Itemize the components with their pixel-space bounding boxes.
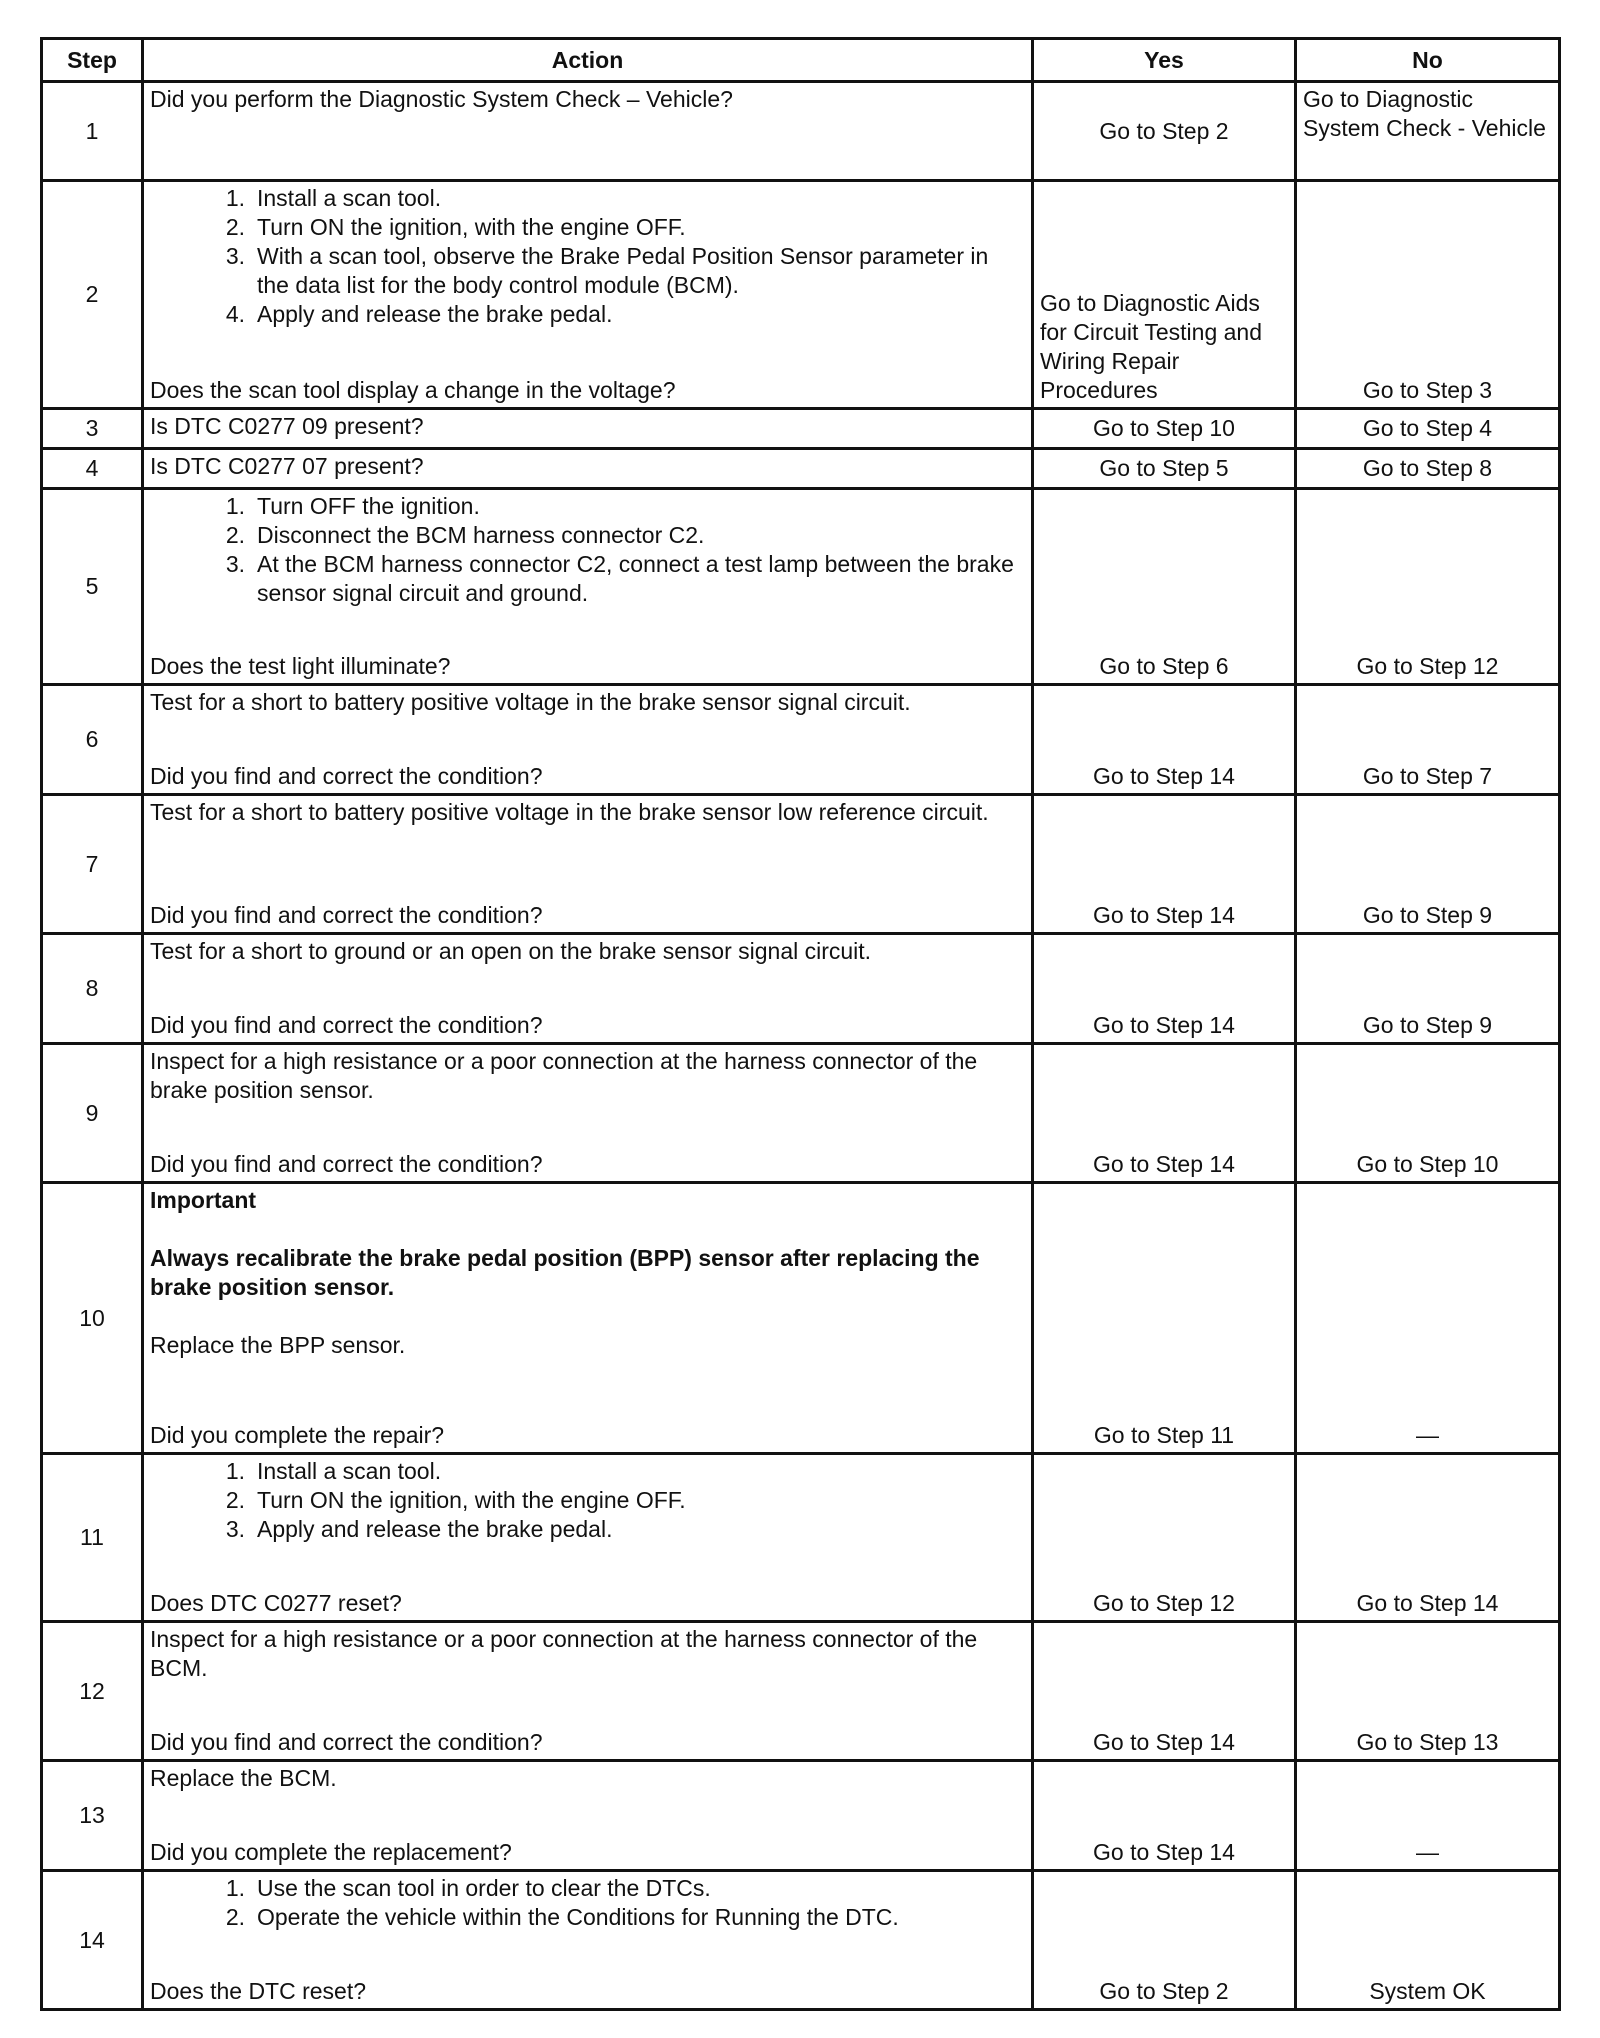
list-item-number: 2. [225, 522, 245, 548]
no-result: Go to Diagnostic System Check - Vehicle [1296, 82, 1560, 181]
action-content [150, 937, 1025, 1040]
no-result: Go to Step 10 [1296, 1044, 1560, 1183]
list-item-text: Apply and release the brake pedal. [257, 301, 613, 327]
action-cell [143, 1871, 1033, 2010]
yes-result: Go to Step 2 [1033, 1871, 1296, 2010]
no-result: — [1296, 1183, 1560, 1454]
table-row [42, 685, 1560, 795]
table-row [42, 1454, 1560, 1622]
table-row [42, 1761, 1560, 1871]
step-number: 14 [42, 1871, 143, 2010]
action-cell [143, 489, 1033, 685]
list-item-number: 2. [225, 1904, 245, 1930]
yes-result: Go to Step 14 [1033, 685, 1296, 795]
important-title: Important [150, 1187, 257, 1213]
action-text: Test for a short to ground or an open on the brake sensor signal circuit. [150, 938, 872, 964]
important-text: Always recalibrate the brake pedal position (BPP) sensor after replacing the brake position sensor. [150, 1245, 980, 1300]
action-question: Does the DTC reset? [150, 1978, 367, 2004]
yes-result: Go to Step 11 [1033, 1183, 1296, 1454]
action-cell [143, 795, 1033, 934]
list-item-text: Disconnect the BCM harness connector C2. [257, 522, 705, 548]
no-result: Go to Step 9 [1296, 795, 1560, 934]
list-item-number: 4. [225, 301, 245, 327]
action-content [150, 1625, 1025, 1757]
action-cell [143, 82, 1033, 181]
action-content [150, 452, 1025, 485]
action-content [150, 85, 1025, 177]
step-number: 8 [42, 934, 143, 1044]
list-item-text: Apply and release the brake pedal. [257, 1516, 613, 1542]
action-content [150, 1186, 1025, 1450]
action-steps-list [150, 1874, 1025, 1932]
no-result: Go to Step 3 [1296, 181, 1560, 409]
list-item [195, 242, 1025, 300]
yes-result: Go to Step 14 [1033, 1044, 1296, 1183]
header-no: No [1296, 39, 1560, 82]
action-question: Did you find and correct the condition? [150, 902, 543, 928]
list-item-text: Turn OFF the ignition. [257, 493, 480, 519]
action-content [150, 1764, 1025, 1867]
step-number: 13 [42, 1761, 143, 1871]
yes-result: Go to Step 14 [1033, 934, 1296, 1044]
no-result: Go to Step 13 [1296, 1622, 1560, 1761]
yes-result: Go to Step 2 [1033, 82, 1296, 181]
table-row [42, 1044, 1560, 1183]
action-steps-list [150, 1457, 1025, 1544]
action-question: Did you find and correct the condition? [150, 1012, 543, 1038]
action-question: Did you complete the repair? [150, 1422, 445, 1448]
yes-result: Go to Diagnostic Aids for Circuit Testing and Wiring Repair Procedures [1033, 181, 1296, 409]
yes-result: Go to Step 5 [1033, 449, 1296, 489]
no-result: Go to Step 8 [1296, 449, 1560, 489]
list-item-number: 2. [225, 214, 245, 240]
action-content [150, 1874, 1025, 2006]
list-item-number: 3. [225, 1516, 245, 1542]
yes-result: Go to Step 12 [1033, 1454, 1296, 1622]
action-content [150, 688, 1025, 791]
list-item [195, 1486, 1025, 1515]
list-item [195, 1515, 1025, 1544]
action-steps-list [150, 184, 1025, 329]
yes-result: Go to Step 14 [1033, 1622, 1296, 1761]
list-item [195, 1457, 1025, 1486]
step-number: 3 [42, 409, 143, 449]
action-cell [143, 1454, 1033, 1622]
table-row [42, 1183, 1560, 1454]
table-row [42, 82, 1560, 181]
list-item-number: 3. [225, 551, 245, 577]
no-result: Go to Step 9 [1296, 934, 1560, 1044]
action-question: Does the test light illuminate? [150, 653, 451, 679]
spacer [150, 1215, 1025, 1244]
table-row [42, 1871, 1560, 2010]
action-content [150, 184, 1025, 405]
header-row [42, 39, 1560, 82]
list-item [195, 213, 1025, 242]
no-result: — [1296, 1761, 1560, 1871]
step-number: 6 [42, 685, 143, 795]
table-row [42, 934, 1560, 1044]
list-item-text: Install a scan tool. [257, 185, 442, 211]
list-item-number: 1. [225, 1458, 245, 1484]
action-text: Replace the BCM. [150, 1765, 337, 1791]
action-cell [143, 409, 1033, 449]
list-item [195, 521, 1025, 550]
list-item-number: 1. [225, 1875, 245, 1901]
action-question: Did you find and correct the condition? [150, 1151, 543, 1177]
list-item-text: Turn ON the ignition, with the engine OFF. [257, 1487, 686, 1513]
step-number: 10 [42, 1183, 143, 1454]
action-text: Test for a short to battery positive voltage in the brake sensor signal circuit. [150, 689, 911, 715]
action-cell [143, 1622, 1033, 1761]
table-row [42, 409, 1560, 449]
list-item-text: At the BCM harness connector C2, connect a test lamp between the brake sensor signal circuit and ground. [257, 551, 1014, 606]
no-result: Go to Step 14 [1296, 1454, 1560, 1622]
list-item-number: 1. [225, 493, 245, 519]
yes-result: Go to Step 14 [1033, 795, 1296, 934]
action-text: Inspect for a high resistance or a poor connection at the harness connector of the BCM. [150, 1626, 978, 1681]
diagnostic-table [40, 37, 1561, 2011]
step-number: 2 [42, 181, 143, 409]
action-question: Did you find and correct the condition? [150, 763, 543, 789]
header-action: Action [143, 39, 1033, 82]
action-text: Test for a short to battery positive voltage in the brake sensor low reference circuit. [150, 799, 989, 825]
step-number: 9 [42, 1044, 143, 1183]
header-yes: Yes [1033, 39, 1296, 82]
action-question: Did you find and correct the condition? [150, 1729, 543, 1755]
list-item-text: Use the scan tool in order to clear the DTCs. [257, 1875, 711, 1901]
no-result: Go to Step 4 [1296, 409, 1560, 449]
step-number: 1 [42, 82, 143, 181]
header-step: Step [42, 39, 143, 82]
list-item [195, 1903, 1025, 1932]
action-cell [143, 1183, 1033, 1454]
list-item-number: 1. [225, 185, 245, 211]
action-steps-list [150, 492, 1025, 608]
action-text: Is DTC C0277 09 present? [150, 413, 424, 439]
list-item [195, 492, 1025, 521]
list-item-text: Install a scan tool. [257, 1458, 442, 1484]
action-cell [143, 934, 1033, 1044]
list-item-text: With a scan tool, observe the Brake Pedal Position Sensor parameter in the data list for the body control module (BCM). [257, 243, 989, 298]
no-result: Go to Step 12 [1296, 489, 1560, 685]
action-text: Inspect for a high resistance or a poor connection at the harness connector of the brake position sensor. [150, 1048, 978, 1103]
action-content [150, 1457, 1025, 1618]
list-item-text: Operate the vehicle within the Conditions for Running the DTC. [257, 1904, 899, 1930]
action-cell [143, 1761, 1033, 1871]
table-row [42, 181, 1560, 409]
no-result: Go to Step 7 [1296, 685, 1560, 795]
table-row [42, 1622, 1560, 1761]
step-number: 12 [42, 1622, 143, 1761]
action-content [150, 798, 1025, 930]
list-item-number: 2. [225, 1487, 245, 1513]
list-item-number: 3. [225, 243, 245, 269]
list-item [195, 1874, 1025, 1903]
action-text: Is DTC C0277 07 present? [150, 453, 424, 479]
action-text: Replace the BPP sensor. [150, 1332, 406, 1358]
list-item [195, 184, 1025, 213]
list-item-text: Turn ON the ignition, with the engine OFF. [257, 214, 686, 240]
action-question: Does DTC C0277 reset? [150, 1590, 402, 1616]
no-result: System OK [1296, 1871, 1560, 2010]
action-text: Did you perform the Diagnostic System Check – Vehicle? [150, 86, 733, 112]
action-cell [143, 181, 1033, 409]
action-cell [143, 685, 1033, 795]
step-number: 5 [42, 489, 143, 685]
list-item [195, 300, 1025, 329]
action-cell [143, 449, 1033, 489]
step-number: 4 [42, 449, 143, 489]
action-content [150, 1047, 1025, 1179]
action-question: Does the scan tool display a change in the voltage? [150, 377, 676, 403]
action-content [150, 492, 1025, 681]
action-content [150, 412, 1025, 445]
spacer [150, 1302, 1025, 1331]
step-number: 11 [42, 1454, 143, 1622]
yes-result: Go to Step 14 [1033, 1761, 1296, 1871]
table-row [42, 795, 1560, 934]
list-item [195, 550, 1025, 608]
action-cell [143, 1044, 1033, 1183]
action-question: Did you complete the replacement? [150, 1839, 512, 1865]
step-number: 7 [42, 795, 143, 934]
table-row [42, 449, 1560, 489]
table-row [42, 489, 1560, 685]
yes-result: Go to Step 6 [1033, 489, 1296, 685]
yes-result: Go to Step 10 [1033, 409, 1296, 449]
